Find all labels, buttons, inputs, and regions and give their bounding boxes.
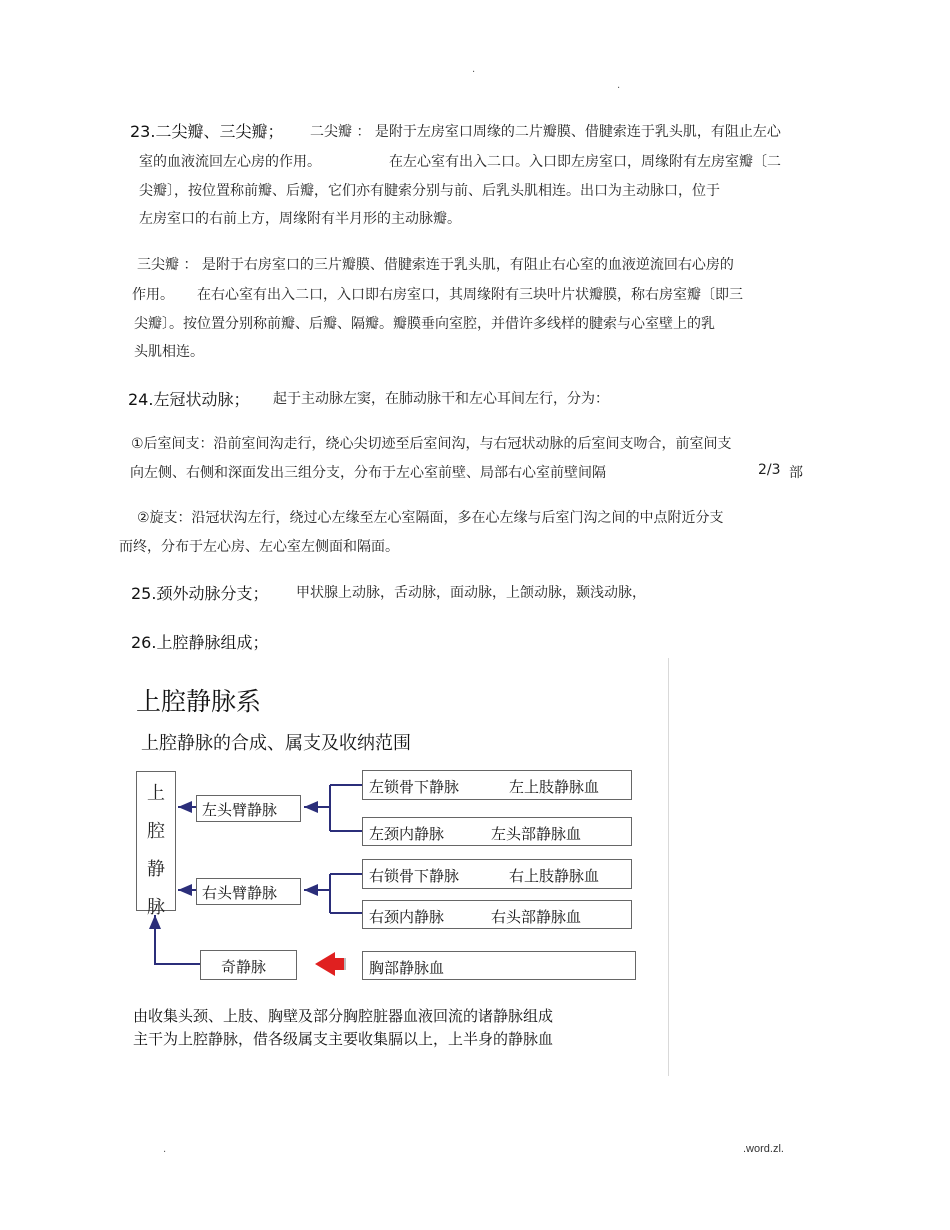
figure-title: 上腔静脉系 xyxy=(136,687,262,716)
figure-caption-line1: 由收集头颈、上肢、胸壁及部分胸腔脏器血液回流的诸静脉组成 xyxy=(133,1007,554,1025)
s24-branch1-line1: ①后室间支：沿前室间沟走行，绕心尖切迹至后室间沟，与右冠状动脉的后室间支吻合，前室间支 xyxy=(131,436,732,452)
s23-p2-line3: 尖瓣〕。按位置分别称前瓣、后瓣、隔瓣。瓣膜垂向室腔，并借许多线样的腱索与心室壁上的乳 xyxy=(134,316,715,332)
svc-char: 静 xyxy=(147,859,165,880)
s23-line1: 二尖瓣 ： 是附于左房室口周缘的二片瓣膜、借腱索连于乳头肌，有阻止左心 xyxy=(310,124,781,140)
svc-char: 脉 xyxy=(147,897,165,918)
azygos-box xyxy=(200,950,297,980)
s24-branch1-frac: 2/3 xyxy=(758,462,781,478)
right-brachiocephalic-box xyxy=(196,878,301,905)
svc-char: 腔 xyxy=(147,821,165,842)
header-dot: . xyxy=(472,64,476,75)
s24-branch1-line2: 向左侧、右侧和深面发出三组分支，分布于左心室前壁、局部右心室前壁间隔 xyxy=(130,465,606,481)
s23-p2-line2b: 在右心室有出入二口，入口即右房室口，其周缘附有三块叶片状瓣膜，称右房室瓣〔即三 xyxy=(197,287,743,303)
figure-subtitle: 上腔静脉的合成、属支及收纳范围 xyxy=(141,733,411,754)
s23-p2-line1: 三尖瓣 ： 是附于右房室口的三片瓣膜、借腱索连于乳头肌，有阻止右心室的血液逆流回右心房的 xyxy=(137,257,734,273)
figure-caption-line2: 主干为上腔静脉，借各级属支主要收集膈以上，上半身的静脉血 xyxy=(133,1030,554,1048)
thoracic-label: 胸部静脉血 xyxy=(369,959,445,977)
vein-label: 右锁骨下静脉 xyxy=(369,867,460,885)
tributary-row xyxy=(362,900,632,929)
svc-box xyxy=(136,771,176,918)
section-24-heading: 24.左冠状动脉； xyxy=(128,390,250,409)
footer-label: .word.zl. xyxy=(743,1143,784,1155)
s24-branch1-tail: 部 xyxy=(789,465,803,481)
tributary-row xyxy=(362,859,632,889)
right-brachiocephalic-label: 右头臂静脉 xyxy=(202,884,278,902)
svc-char: 上 xyxy=(147,783,165,804)
tributary-row xyxy=(362,817,632,846)
s23-line2b: 在左心室有出入二口。入口即左房室口，周缘附有左房室瓣〔二 xyxy=(389,154,781,170)
s23-p2-line2a: 作用。 xyxy=(132,287,174,303)
s24-branch2-line2: 而终，分布于左心房、左心室左侧面和隔面。 xyxy=(119,539,399,555)
s23-p2-line4: 头肌相连。 xyxy=(134,344,204,360)
azygos-label: 奇静脉 xyxy=(221,958,267,976)
s24-branch2-line1: ②旋支：沿冠状沟左行，绕过心左缘至左心室隔面，多在心左缘与后室门沟之间的中点附近分支 xyxy=(137,510,724,526)
section-26-heading: 26.上腔静脉组成； xyxy=(131,633,269,652)
footer-dot: . xyxy=(163,1144,167,1155)
source-label: 左头部静脉血 xyxy=(491,825,582,843)
s24-intro: 起于主动脉左窦，在肺动脉干和左心耳间左行，分为： xyxy=(273,391,609,407)
left-brachiocephalic-label: 左头臂静脉 xyxy=(202,801,278,819)
tributary-row xyxy=(362,770,632,800)
header-dot: . xyxy=(617,80,621,91)
vein-label: 左锁骨下静脉 xyxy=(369,778,460,796)
vein-label: 左颈内静脉 xyxy=(369,825,445,843)
s23-line4: 左房室口的右前上方，周缘附有半月形的主动脉瓣。 xyxy=(139,211,461,227)
left-brachiocephalic-box xyxy=(196,795,301,822)
thoracic-box xyxy=(362,951,636,980)
s25-text: 甲状腺上动脉，舌动脉，面动脉，上颌动脉，颞浅动脉， xyxy=(296,585,646,601)
source-label: 右头部静脉血 xyxy=(491,908,582,926)
source-label: 左上肢静脉血 xyxy=(509,778,600,796)
red-arrow-icon xyxy=(315,952,346,976)
s23-line2a: 室的血液流回左心房的作用。 xyxy=(139,154,321,170)
source-label: 右上肢静脉血 xyxy=(509,867,600,885)
s23-line3: 尖瓣〕，按位置称前瓣、后瓣，它们亦有腱索分别与前、后乳头肌相连。出口为主动脉口，位于 xyxy=(139,183,720,199)
vein-label: 右颈内静脉 xyxy=(369,908,445,926)
section-23-heading: 23.二尖瓣、三尖瓣； xyxy=(130,122,284,141)
section-25-heading: 25.颈外动脉分支； xyxy=(131,584,269,603)
